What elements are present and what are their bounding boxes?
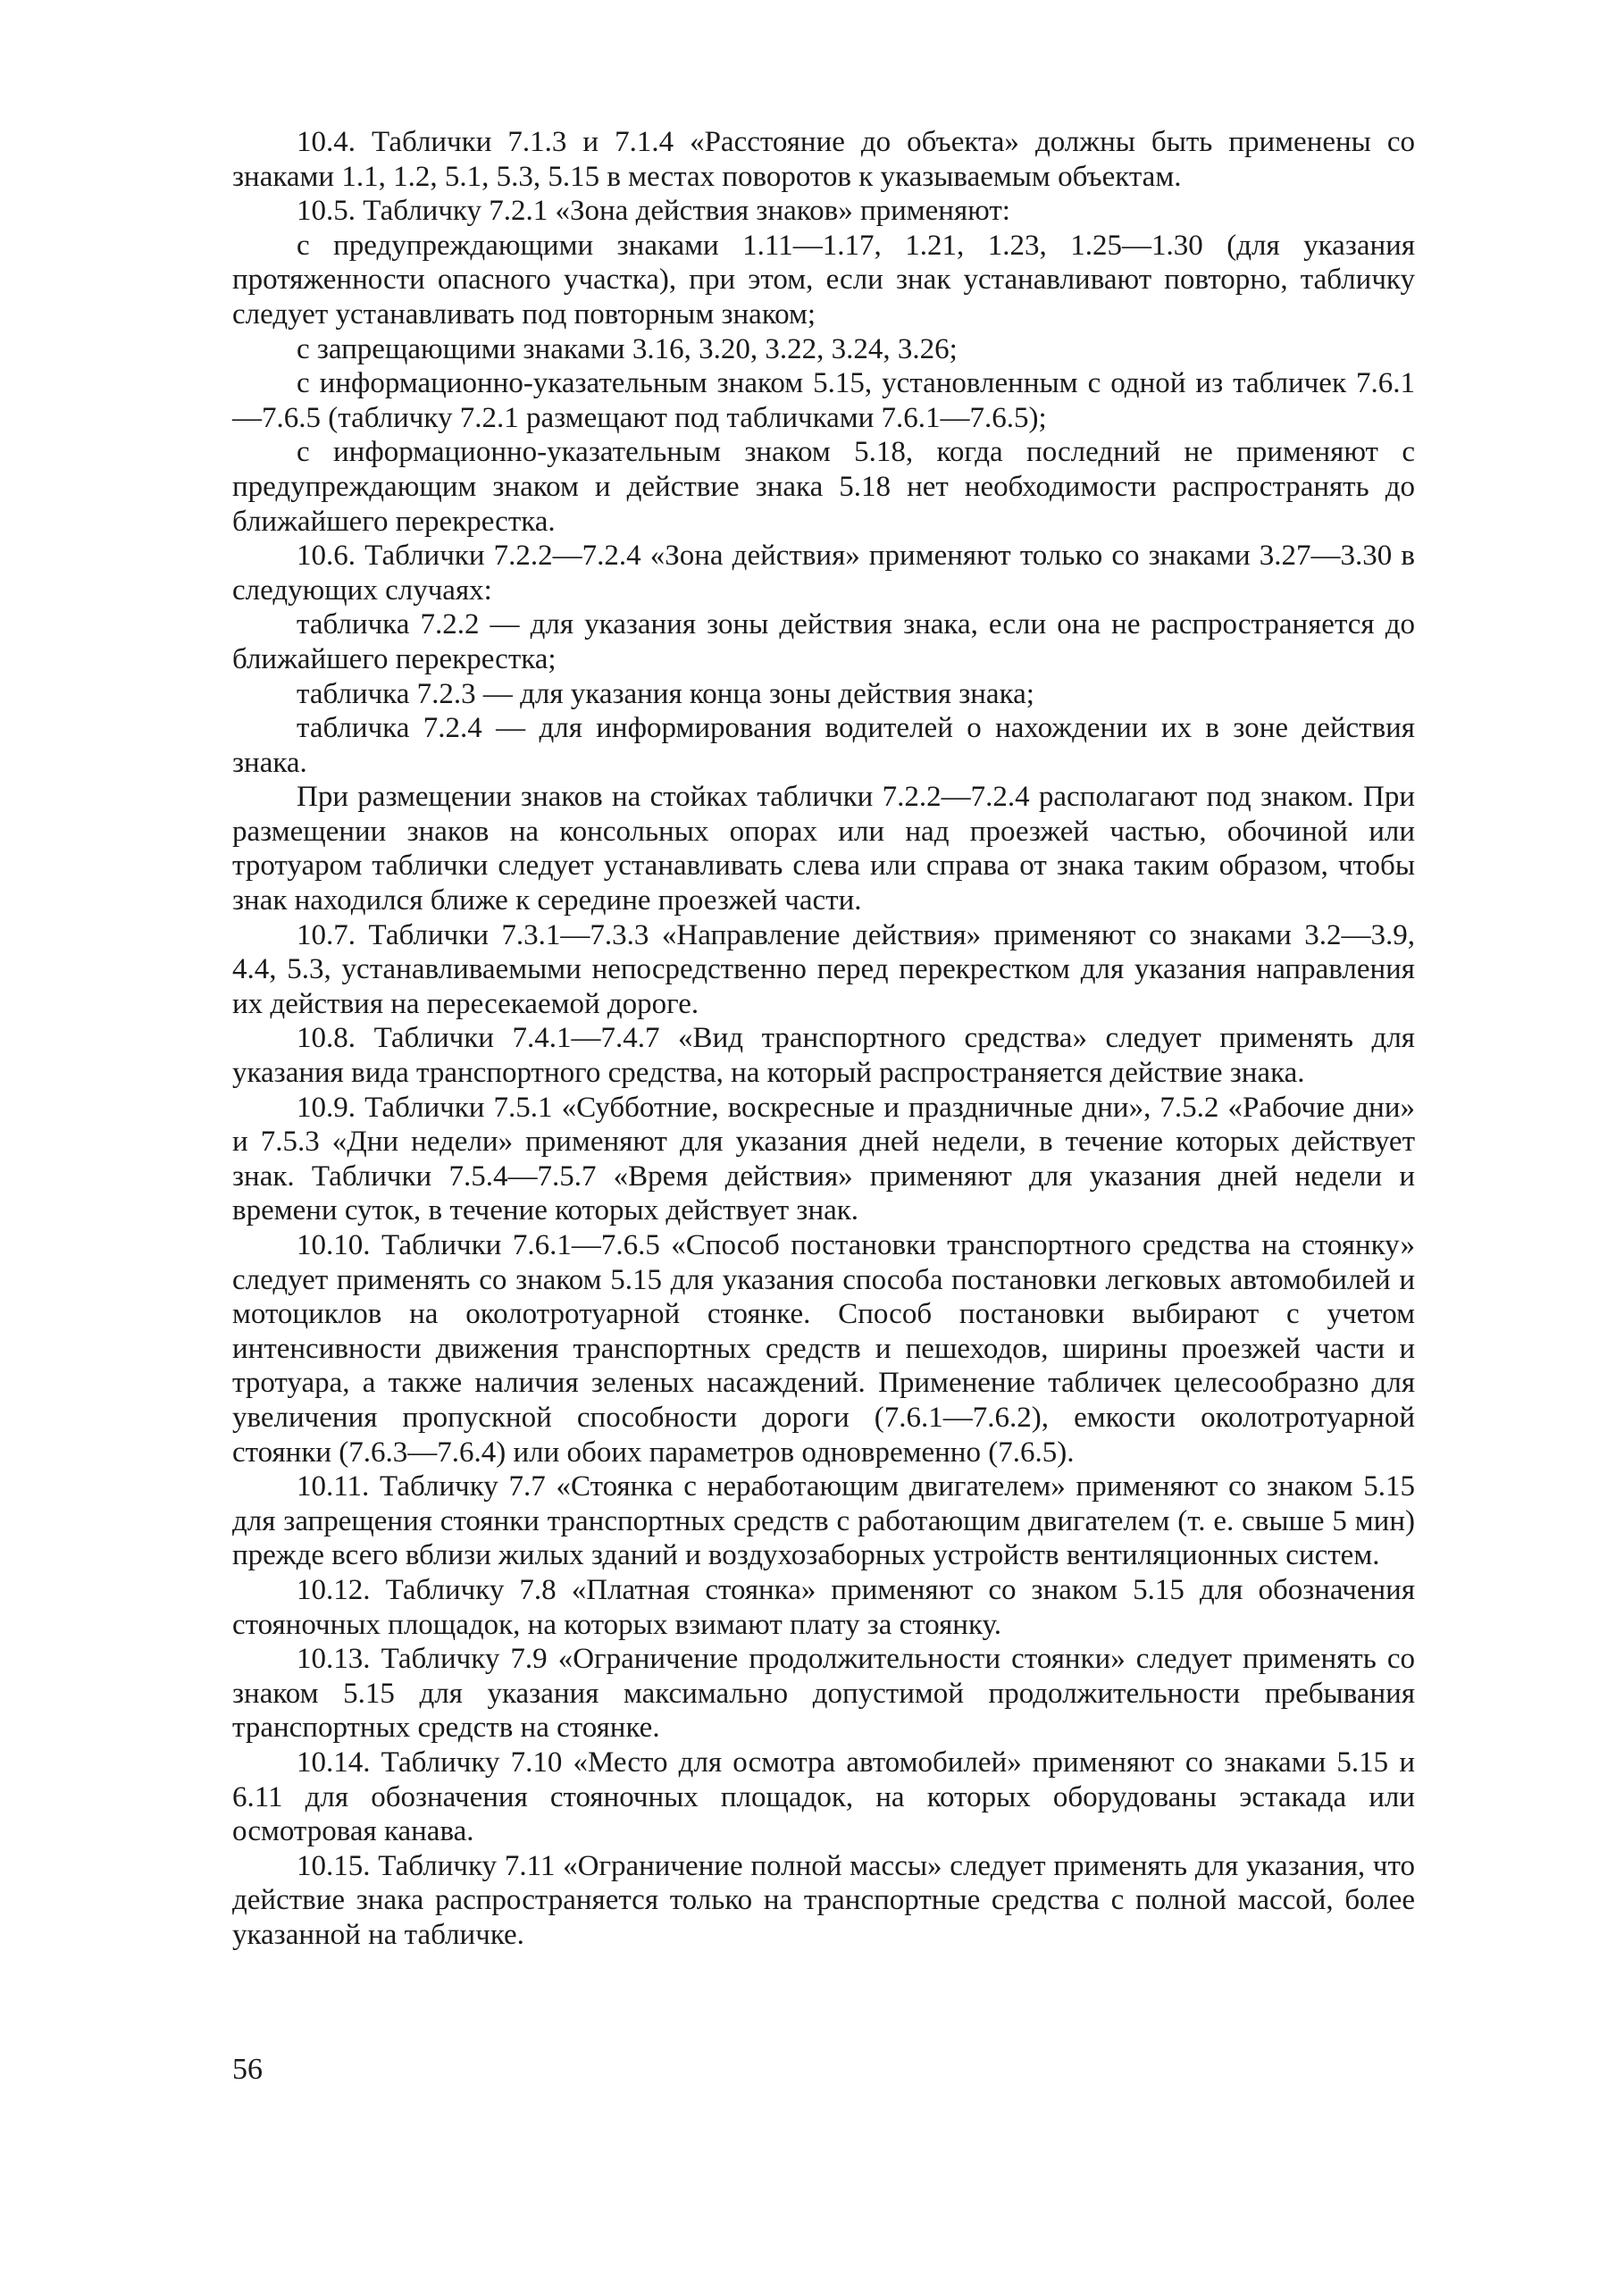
list-item-plate-7-2-3: табличка 7.2.3 — для указания конца зоны действия знака;	[297, 677, 1034, 710]
list-item-prohibitory-signs: с запрещающими знаками 3.16, 3.20, 3.22, 3.24, 3.26;	[297, 332, 958, 365]
paragraph-10-10: 10.10. Таблички 7.6.1—7.6.5 «Способ постановки транспортного средства на стоянку» следует применять со знаком 5.15 для указания способа постановки легковых автомобилей и мотоциклов на околотротуарной стоянке. Способ постановки выбирают с учетом интенсивности движения транспортных средств и пешеходов, ширины проезжей части и тротуара, а также наличия зеленых насаждений. Применение табличек целесообразно для увеличения пропускной способности дороги (7.6.1—7.6.2), емкости околотротуарной стоянки (7.6.3—7.6.4) или обоих параметров одновременно (7.6.5).	[232, 1229, 1415, 1469]
paragraph-10-8: 10.8. Таблички 7.4.1—7.4.7 «Вид транспортного средства» следует применять для указания вида транспортного средства, на который распространяется действие знака.	[232, 1022, 1415, 1090]
paragraph-10-5: 10.5. Табличку 7.2.1 «Зона действия знаков» применяют:	[297, 195, 1010, 228]
list-item-plate-7-2-4: табличка 7.2.4 — для информирования водителей о нахождении их в зоне действия знака.	[232, 712, 1415, 779]
paragraph-placement: При размещении знаков на стойках таблички 7.2.2—7.2.4 располагают под знаком. При размещении знаков на консольных опорах или над проезжей частью, обочиной или тротуаром таблички следует устанавливать слева или справа от знака таким образом, чтобы знак находился ближе к середине проезжей части.	[232, 781, 1415, 917]
list-item-plate-7-2-2: табличка 7.2.2 — для указания зоны действия знака, если она не распространяется до ближайшего перекрестка;	[232, 608, 1415, 675]
paragraph-10-14: 10.14. Табличку 7.10 «Место для осмотра автомобилей» применяют со знаками 5.15 и 6.11 для обозначения стояночных площадок, на которых оборудованы эстакада или осмотровая канава.	[232, 1746, 1415, 1848]
paragraph-10-13: 10.13. Табличку 7.9 «Ограничение продолжительности стоянки» следует применять со знаком 5.15 для указания максимально допустимой продолжительности пребывания транспортных средств на стоянке.	[232, 1643, 1415, 1745]
paragraph-10-11: 10.11. Табличку 7.7 «Стоянка с неработающим двигателем» применяют со знаком 5.15 для запрещения стоянки транспортных средств с работающим двигателем (т. е. свыше 5 мин) прежде всего вблизи жилых зданий и воздухозаборных устройств вентиляционных систем.	[232, 1470, 1415, 1572]
list-item-sign-5-18: с информационно-указательным знаком 5.18, когда последний не применяют с предупреждающим знаком и действие знака 5.18 нет необходимости распространять до ближайшего перекрестка.	[232, 436, 1415, 538]
page-number: 56	[232, 2053, 263, 2086]
list-item-warning-signs: с предупреждающими знаками 1.11—1.17, 1.21, 1.23, 1.25—1.30 (для указания протяженности опасного участка), при этом, если знак устанавливают повторно, табличку следует устанавливать под повторным знаком;	[232, 229, 1415, 331]
paragraph-10-7: 10.7. Таблички 7.3.1—7.3.3 «Направление действия» применяют со знаками 3.2—3.9, 4.4, 5.3, устанавливаемыми непосредственно перед перекрестком для указания направления их действия на пересекаемой дороге.	[232, 918, 1415, 1020]
paragraph-10-12: 10.12. Табличку 7.8 «Платная стоянка» применяют со знаком 5.15 для обозначения стояночных площадок, на которых взимают плату за стоянку.	[232, 1573, 1415, 1641]
paragraph-10-6: 10.6. Таблички 7.2.2—7.2.4 «Зона действия» применяют только со знаками 3.27—3.30 в следующих случаях:	[232, 540, 1415, 607]
document-body	[232, 125, 1415, 1952]
list-item-sign-5-15: с информационно-указательным знаком 5.15, установленным с одной из табличек 7.6.1—7.6.5 (табличку 7.2.1 размещают под табличками 7.6.1—7.6.5);	[232, 367, 1415, 434]
paragraph-10-15: 10.15. Табличку 7.11 «Ограничение полной массы» следует применять для указания, что действие знака распространяется только на транспортные средства с полной массой, более указанной на табличке.	[232, 1849, 1415, 1951]
paragraph-10-9: 10.9. Таблички 7.5.1 «Субботние, воскресные и праздничные дни», 7.5.2 «Рабочие дни» и 7.5.3 «Дни недели» применяют для указания дней недели, в течение которых действует знак. Таблички 7.5.4—7.5.7 «Время действия» применяют для указания дней недели и времени суток, в течение которых действует знак.	[232, 1091, 1415, 1227]
paragraph-10-4: 10.4. Таблички 7.1.3 и 7.1.4 «Расстояние до объекта» должны быть применены со знаками 1.1, 1.2, 5.1, 5.3, 5.15 в местах поворотов к указываемым объектам.	[232, 126, 1415, 193]
